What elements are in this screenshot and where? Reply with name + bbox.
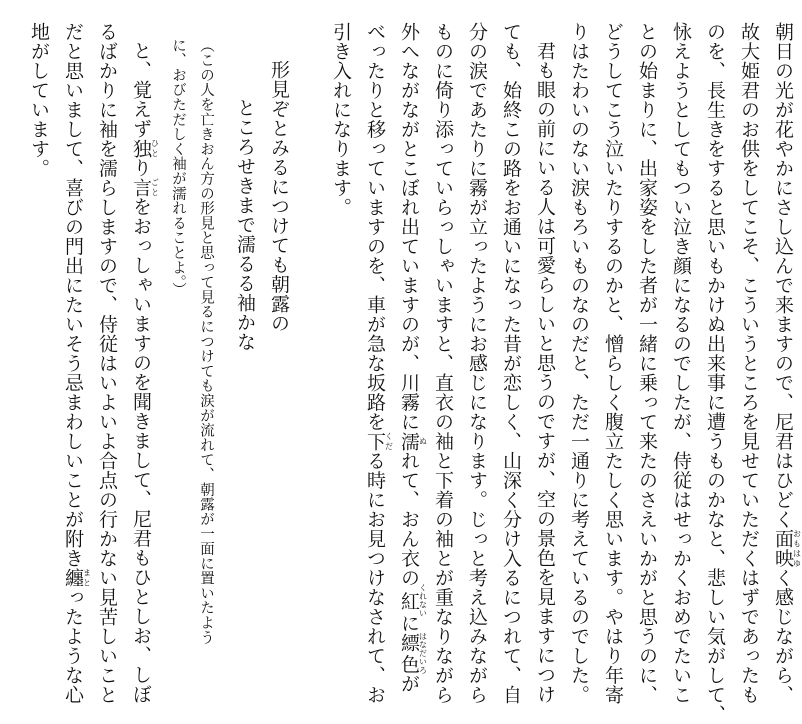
text-column [494, 22, 528, 705]
text-run: 君も眼の前にいる人は可愛らしいと思うのですが、空の景色を見ますにつけ [534, 41, 556, 704]
text-run: のを、長生きをすると思いもかけぬ出来事に遭うものかなと、悲しい気がして、 [704, 22, 726, 724]
text-column [698, 22, 732, 724]
ruby-text: 濡ぬ [398, 431, 428, 451]
text-column [528, 41, 562, 704]
text-column [732, 22, 766, 705]
text-column [90, 22, 124, 705]
ruby-text: 面映おもはゆ [772, 529, 802, 568]
text-column [562, 22, 596, 705]
ruby-text: 縹色はなだいろ [398, 632, 428, 675]
text-run: 故大姫君のお供をしてこそ、こういうところを見せていただくはずであったも [738, 22, 760, 705]
text-run: りはたわいのない涙もろいものなのだと、ただ一通りに考えているのでした。 [568, 22, 590, 705]
text-run: と、覚えず [130, 41, 152, 139]
text-run: 引き入れになります。 [330, 22, 352, 217]
ruby-text: 紅くれない [398, 583, 428, 618]
ruby-text: 下くだ [364, 431, 394, 451]
text-column [324, 22, 358, 217]
text-run: 形見ぞとみるにつけても朝露の [268, 60, 290, 333]
text-column [460, 22, 494, 705]
text-run: との始まりに、出家姿をした者が一緒に乗って来たのさえいかがと思うのに、 [636, 22, 658, 705]
text-run: 朝日の光が花やかにさし込んで来ますので、尼君はひどく [772, 22, 794, 529]
text-run: どうしてこう泣いたりするのかと、憎らしく腹立たしく思います。やはり年寄 [602, 22, 624, 705]
ruby-text: 纏まと [62, 568, 92, 588]
text-run: 分の涙であたりに霧が立ったようにお感じになります。じっと考え込みながら [466, 22, 488, 705]
text-run: ったような心 [62, 587, 84, 705]
text-run: るばかりに袖を濡らしますので、侍従はいよいよ合点の行かない見苦しいこと [96, 22, 118, 705]
text-column [596, 22, 630, 705]
text-run: 怺えようとしてもつい泣き顔になるのでしたが、侍従はせっかくおめでたいこ [670, 22, 692, 705]
text-run: に [398, 613, 420, 633]
text-run: だと思いまして、喜びの門出にたいそう忌まわしいことが附き [62, 22, 84, 568]
text-column [392, 22, 427, 693]
text-column [426, 22, 460, 705]
text-column [358, 22, 393, 705]
annotation-line [164, 38, 192, 297]
text-run: ても、始終この路をお通いになった昔が恋しく、山深く分け入るにつれて、自 [500, 22, 522, 705]
text-run: をおっしゃいますのを聞きまして、尼君もひとしお、しぼ [130, 197, 152, 704]
poem-line [262, 60, 296, 333]
text-column [766, 22, 801, 705]
text-run: れて、おん衣の [398, 451, 420, 588]
text-run: 地がしています。 [28, 22, 50, 178]
text-run: べったりと移っていますのを、車が急な坂路を [364, 22, 386, 432]
text-column [630, 22, 664, 705]
ruby-text: 言ごと [130, 177, 160, 197]
text-run: ものに倚り添っていらっしゃいますと、直衣の袖と下着の袖とが重なりながら [432, 22, 454, 705]
poem-line [228, 98, 262, 352]
text-run: （この人を亡きおん方の形見と思って見るにつけても涙が流れて、朝露が一面に置いたよう [198, 38, 214, 645]
text-run: り [130, 158, 152, 178]
text-run: ところせきまで濡るる袖かな [234, 98, 256, 352]
text-run: る時にお見つけなされて、お [364, 451, 386, 705]
text-column [124, 41, 159, 704]
ruby-text: 独ひと [130, 138, 160, 158]
text-column [22, 22, 56, 178]
text-run: 外へながながとこぼれ出ていますのが、川霧に [398, 22, 420, 432]
text-run: に、おびただしく袖が濡れることよ。） [170, 38, 186, 298]
text-run: が [398, 673, 420, 694]
annotation-line [192, 38, 220, 645]
text-run: く感じながら、 [772, 568, 794, 705]
text-column [664, 22, 698, 705]
text-column [56, 22, 91, 705]
